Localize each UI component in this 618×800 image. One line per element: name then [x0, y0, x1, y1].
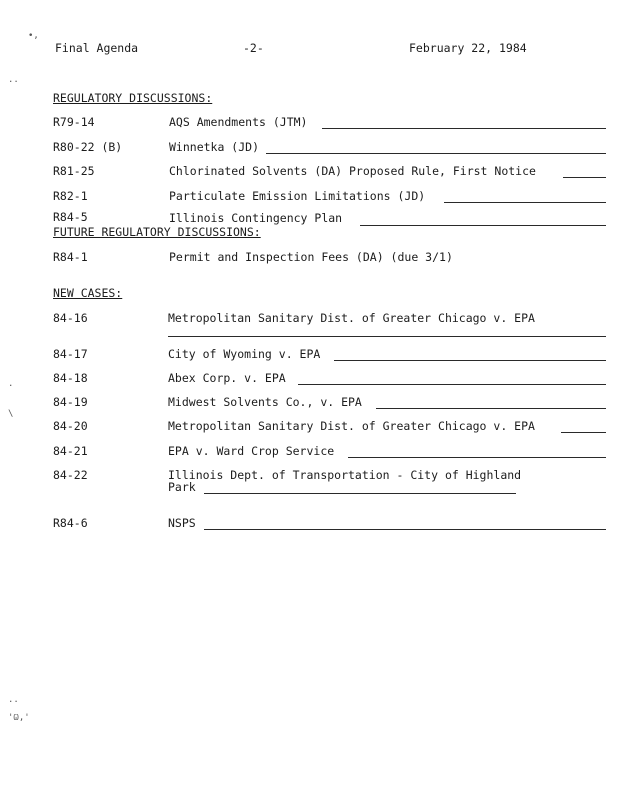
- section-heading-future: FUTURE REGULATORY DISCUSSIONS:: [53, 225, 261, 239]
- scan-speck: ..: [8, 695, 19, 705]
- item-title: Permit and Inspection Fees (DA) (due 3/1): [169, 250, 453, 264]
- item-code: R81-25: [53, 164, 95, 178]
- scan-speck: ..: [8, 75, 19, 85]
- blank-line: [298, 384, 606, 385]
- case-title: Metropolitan Sanitary Dist. of Greater Chicago v. EPA: [168, 419, 535, 433]
- blank-line: [204, 529, 606, 530]
- blank-line: [563, 177, 606, 178]
- blank-line: [348, 457, 606, 458]
- scan-speck: \: [8, 409, 14, 419]
- blank-line: [204, 493, 516, 494]
- item-code: R84-6: [53, 516, 88, 530]
- blank-line: [266, 153, 606, 154]
- scan-speck: 'Ѡ,': [8, 713, 30, 723]
- scan-speck: •,: [28, 31, 39, 41]
- item-title: AQS Amendments (JTM): [169, 115, 308, 129]
- item-title: Particulate Emission Limitations (JD): [169, 189, 426, 203]
- case-number: 84-18: [53, 371, 88, 385]
- case-title: Midwest Solvents Co., v. EPA: [168, 395, 362, 409]
- case-number: 84-20: [53, 419, 88, 433]
- section-heading-new-cases: NEW CASES:: [53, 286, 123, 300]
- blank-line: [360, 225, 606, 226]
- case-number: 84-17: [53, 347, 88, 361]
- header-date: February 22, 1984: [409, 41, 527, 55]
- item-title: Chlorinated Solvents (DA) Proposed Rule, First Notice: [169, 164, 536, 178]
- blank-line: [444, 202, 606, 203]
- blank-line: [376, 408, 606, 409]
- case-number: 84-21: [53, 444, 88, 458]
- item-title: Illinois Contingency Plan: [169, 211, 343, 225]
- page-number: -2-: [243, 41, 264, 55]
- case-title: Illinois Dept. of Transportation - City of Highland: [168, 468, 522, 482]
- blank-line: [334, 360, 606, 361]
- case-number: 84-19: [53, 395, 88, 409]
- item-code: R80-22 (B): [53, 140, 123, 154]
- case-title-continued: Park: [168, 480, 196, 494]
- item-code: R79-14: [53, 115, 95, 129]
- case-title: Abex Corp. v. EPA: [168, 371, 286, 385]
- blank-line: [322, 128, 606, 129]
- blank-line: [561, 432, 606, 433]
- item-title: Winnetka (JD): [169, 140, 260, 154]
- blank-line: [168, 336, 606, 337]
- header-left: Final Agenda: [55, 41, 139, 55]
- case-number: 84-16: [53, 311, 88, 325]
- case-number: 84-22: [53, 468, 88, 482]
- case-title: EPA v. Ward Crop Service: [168, 444, 335, 458]
- scan-speck: .: [8, 379, 14, 389]
- item-code: R84-1: [53, 250, 88, 264]
- item-title: NSPS: [168, 516, 196, 530]
- section-heading-regulatory: REGULATORY DISCUSSIONS:: [53, 91, 213, 105]
- case-title: Metropolitan Sanitary Dist. of Greater Chicago v. EPA: [168, 311, 535, 325]
- item-code: R84-5: [53, 210, 88, 224]
- item-code: R82-1: [53, 189, 88, 203]
- case-title: City of Wyoming v. EPA: [168, 347, 321, 361]
